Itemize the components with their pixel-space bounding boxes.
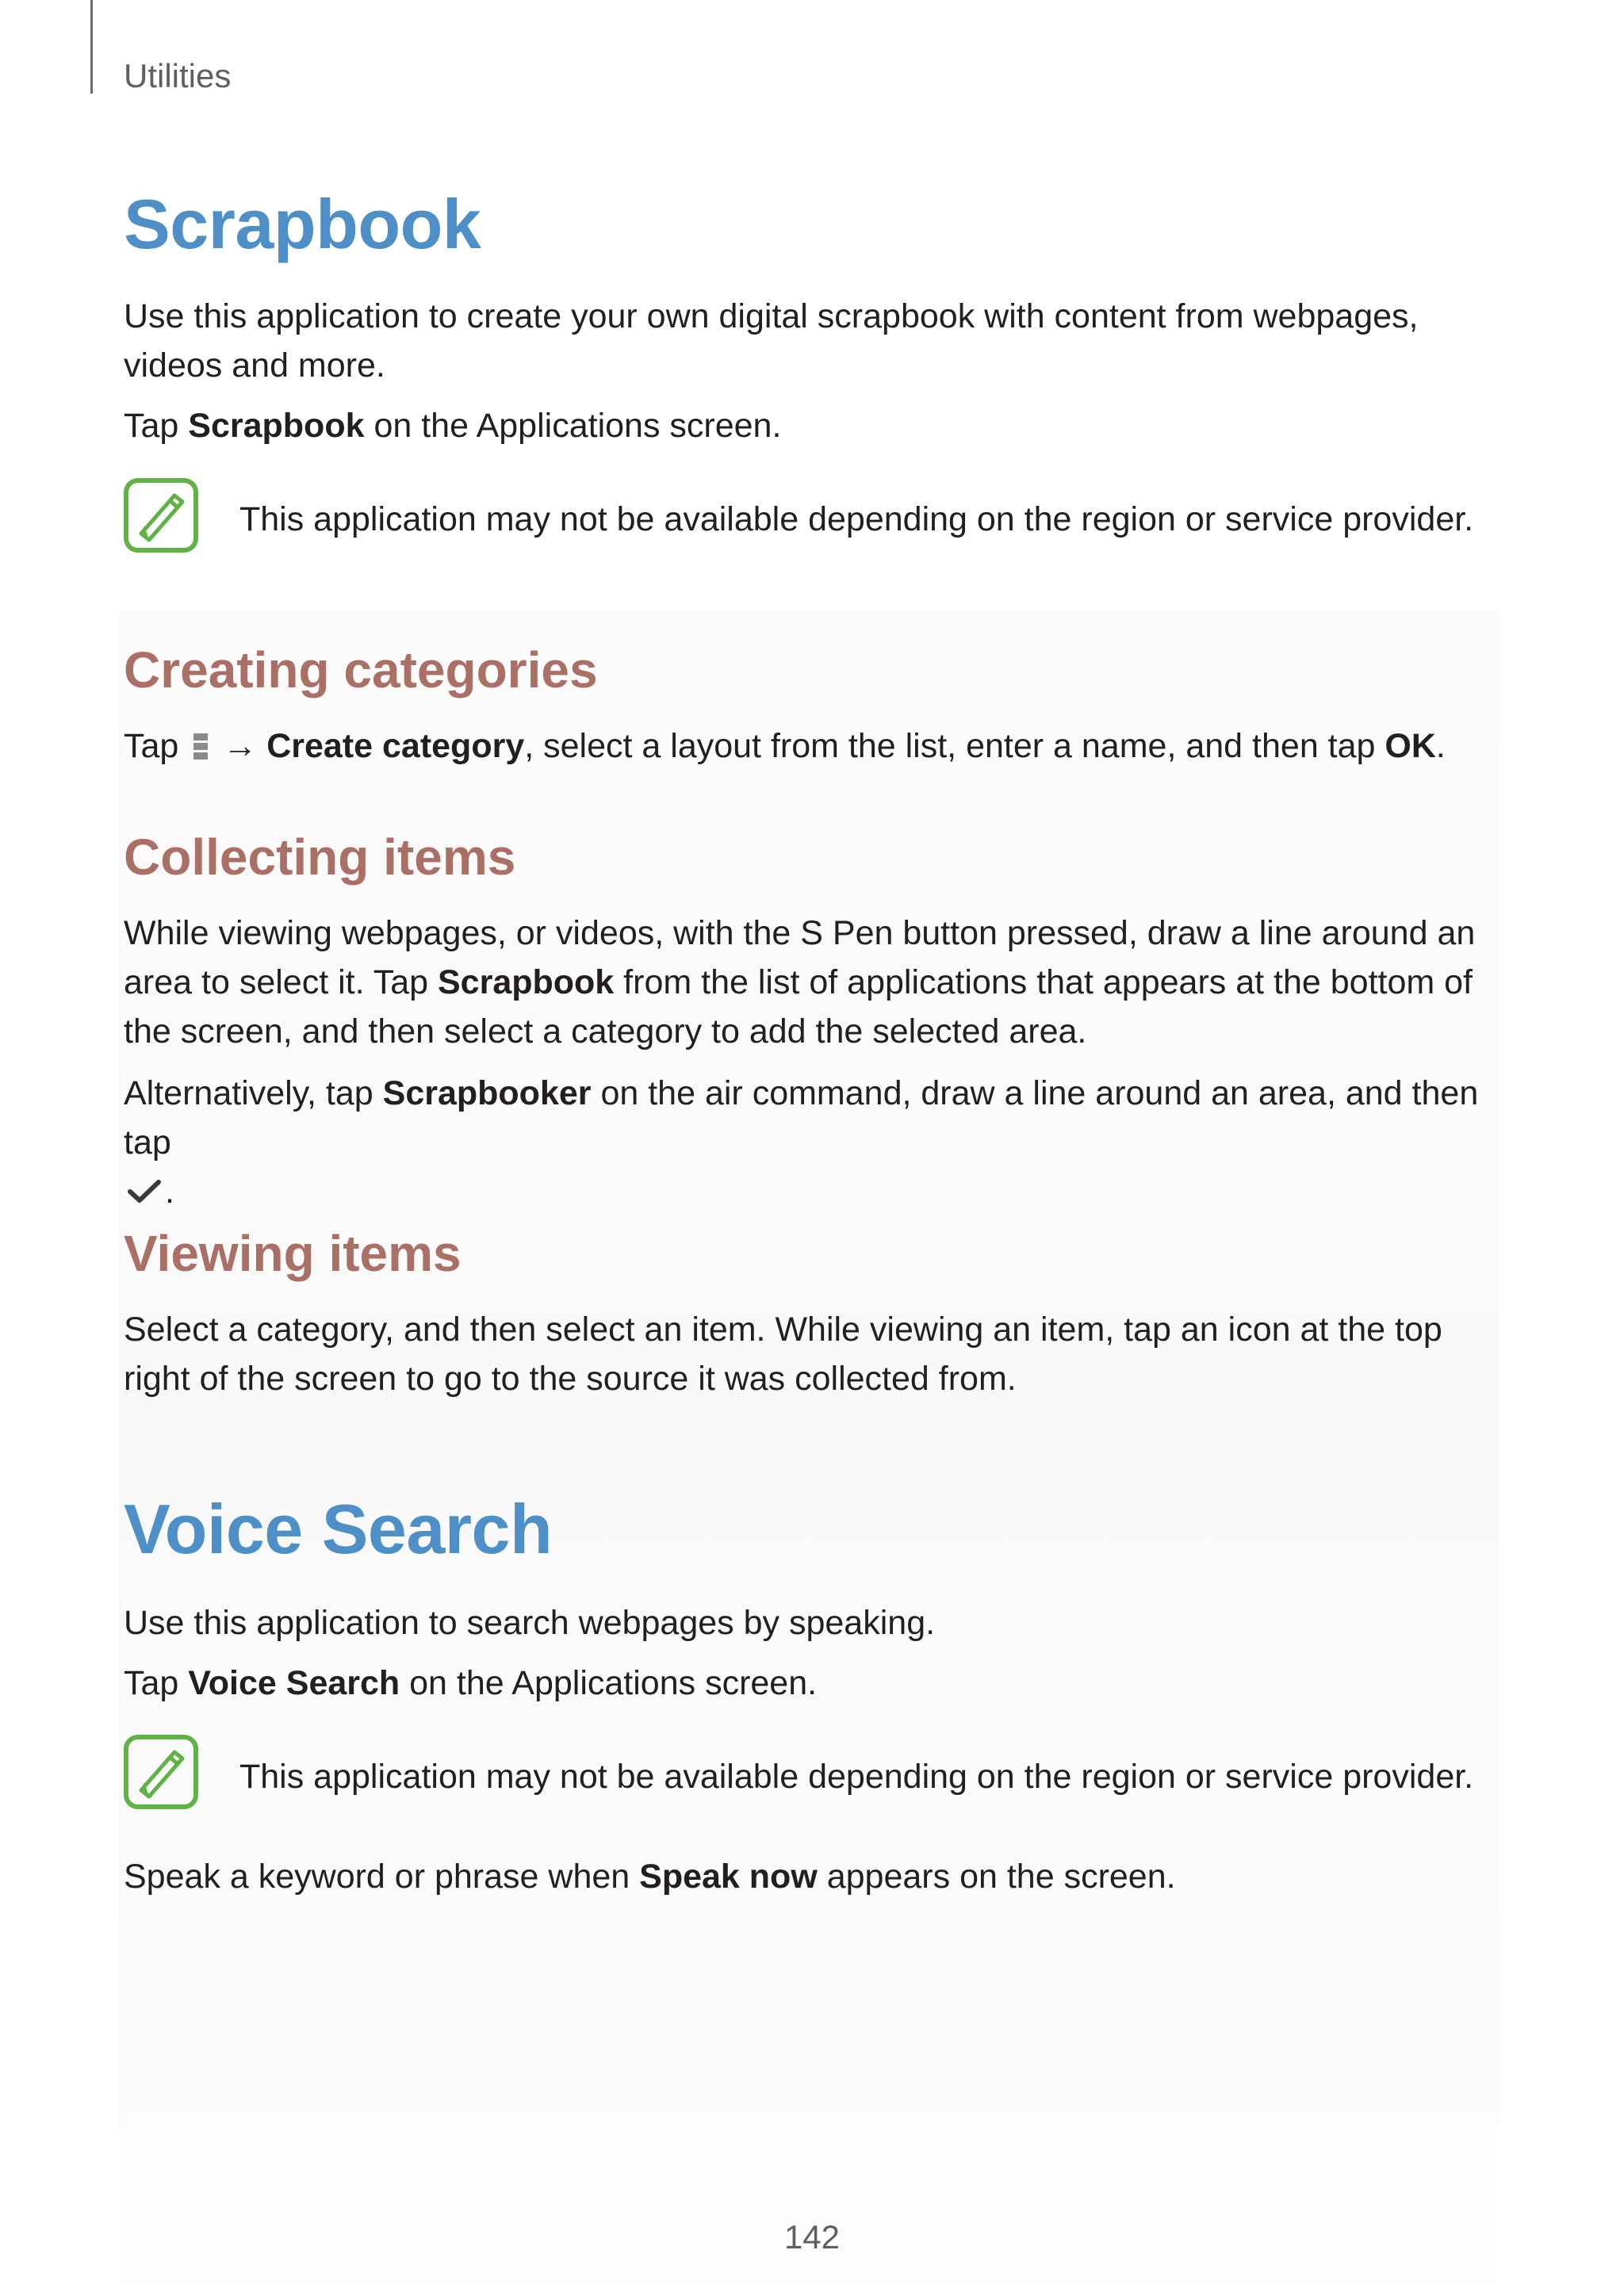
creating-categories-text: [124, 721, 1503, 771]
scrapbook-app-name: Scrapbook: [188, 407, 365, 445]
ok-label: OK: [1385, 727, 1436, 765]
text: on the air command, draw a line around an area, and then tap: [124, 1074, 1479, 1161]
note-pencil-icon: [124, 478, 198, 553]
scrapbooker-label: Scrapbooker: [382, 1074, 592, 1112]
text: Tap: [124, 727, 189, 765]
menu-icon: [191, 730, 210, 762]
header-rule: [90, 0, 93, 94]
creating-categories-heading: Creating categories: [124, 641, 598, 698]
scrapbook-title: Scrapbook: [124, 185, 481, 263]
scrapbook-note: This application may not be available depending on the region or service provider.: [239, 500, 1474, 538]
text: , select a layout from the list, enter a name, and then tap: [524, 727, 1385, 765]
voice-search-intro: Use this application to search webpages by speaking.: [124, 1604, 936, 1642]
voice-search-note: This application may not be available depending on the region or service provider.: [239, 1758, 1474, 1796]
collecting-items-text: [124, 909, 1503, 1056]
text: .: [165, 1173, 174, 1211]
text: While viewing webpages, or videos, with the S Pen button pressed, draw a line around an area to select it. Tap: [124, 914, 1476, 1001]
text: Tap: [124, 407, 189, 445]
viewing-items-text: Select a category, and then select an item. While viewing an item, tap an icon at the top right of the screen to go to the source it was collected from.: [124, 1311, 1442, 1398]
text: →: [213, 727, 267, 765]
text: on the Applications screen.: [400, 1664, 818, 1702]
collecting-items-heading: Collecting items: [124, 828, 516, 886]
scrapbook-intro: Use this application to create your own digital scrapbook with content from webpages, videos and more.: [124, 297, 1419, 385]
create-category-label: Create category: [266, 727, 525, 765]
viewing-items-heading: Viewing items: [124, 1225, 462, 1282]
text: .: [1435, 727, 1446, 765]
collecting-items-alternative: [124, 1069, 1503, 1216]
scrapbook-app-name: Scrapbook: [438, 963, 615, 1001]
text: on the Applications screen.: [364, 407, 782, 445]
voice-search-speak-instruction: [124, 1852, 1503, 1901]
voice-search-app-name: Voice Search: [188, 1664, 400, 1702]
text: Speak a keyword or phrase when: [124, 1858, 640, 1896]
voice-search-tap-instruction: [124, 1659, 1503, 1708]
running-head: Utilities: [124, 57, 232, 94]
check-icon: [124, 1173, 165, 1208]
text: Alternatively, tap: [124, 1074, 383, 1112]
text: appears on the screen.: [817, 1858, 1176, 1896]
note-pencil-icon: [124, 1735, 198, 1809]
scrapbook-tap-instruction: [124, 401, 1503, 450]
voice-search-title: Voice Search: [124, 1490, 553, 1568]
text: Tap: [124, 1664, 189, 1702]
page-number: 142: [783, 2218, 841, 2256]
speak-now-label: Speak now: [639, 1858, 818, 1896]
text: from the list of applications that appears at the bottom of the screen, and then select a category to add the selected area.: [124, 963, 1473, 1050]
